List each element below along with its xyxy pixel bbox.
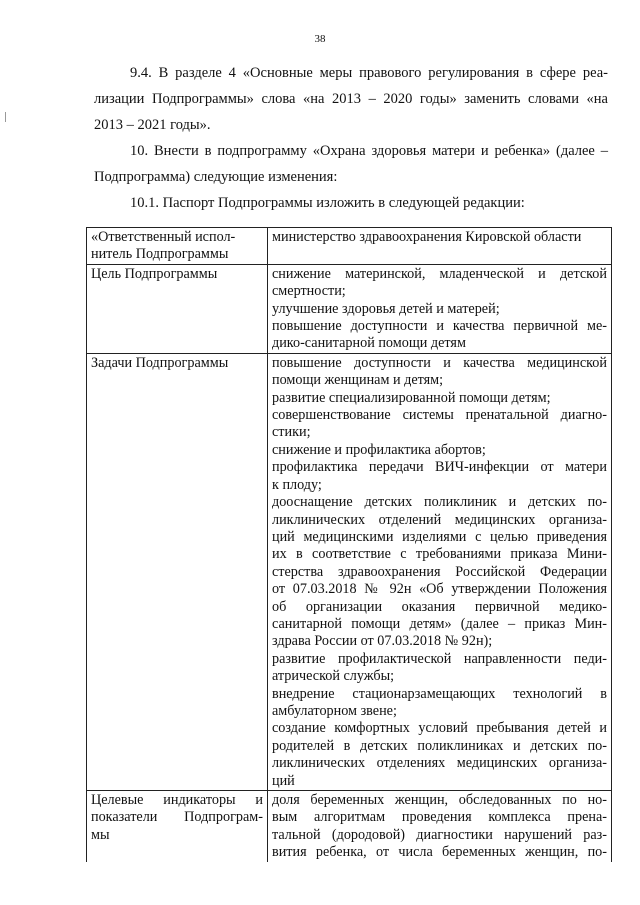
row-content-line: дооснащение детских поликлиник и детских по- bbox=[272, 494, 607, 511]
table-row bbox=[87, 228, 612, 265]
row-label-cell bbox=[87, 353, 268, 790]
row-content-line: стерства здравоохранения Российской Федерации bbox=[272, 563, 607, 580]
row-label-cell bbox=[87, 228, 268, 265]
paragraph-10-1 bbox=[94, 190, 608, 216]
row-content-line: внедрение стационарзамещающих технологий в bbox=[272, 685, 607, 702]
table-row bbox=[87, 264, 612, 353]
row-content-line: ций медицинскими изделиями с целью приведения bbox=[272, 528, 607, 545]
row-content-line: ликлинических отделений медицинских организа- bbox=[272, 511, 607, 528]
row-content-line: повышение доступности и качества первичной ме- bbox=[272, 318, 607, 335]
margin-mark bbox=[5, 112, 6, 122]
row-content-line: развитие профилактической направленности педи- bbox=[272, 650, 607, 667]
row-content-line: к плоду; bbox=[272, 476, 322, 493]
row-content-line: санитарной помощи детям» (далее – приказ Мин- bbox=[272, 615, 607, 632]
row-content-cell bbox=[268, 264, 612, 353]
text-line: лизации Подпрограммы» слова «на 2013 – 2020 годы» заменить словами «на bbox=[94, 91, 608, 107]
row-label-line: показатели Подпрограм- bbox=[91, 809, 263, 826]
row-content-line: создание комфортных условий пребывания детей и bbox=[272, 720, 607, 737]
row-label-line: Задачи Подпрограммы bbox=[91, 354, 229, 371]
text-line: Подпрограмма) следующие изменения: bbox=[94, 169, 338, 185]
text-line: 10.1. Паспорт Подпрограммы изложить в следующей редакции: bbox=[130, 195, 525, 211]
row-content-line: совершенствование системы пренатальной диагно- bbox=[272, 407, 607, 424]
row-label-line: Цель Подпрограммы bbox=[91, 265, 218, 282]
row-content-line: снижение и профилактика абортов; bbox=[272, 441, 486, 458]
row-content-line: снижение материнской, младенческой и детской bbox=[272, 265, 607, 282]
row-content-line: здрава России от 07.03.2018 № 92н); bbox=[272, 633, 493, 650]
row-content-line: тальной (дородовой) диагностики нарушений раз- bbox=[272, 826, 607, 843]
row-label-cell bbox=[87, 791, 268, 862]
row-content-line: улучшение здоровья детей и матерей; bbox=[272, 300, 500, 317]
row-content-line: стики; bbox=[272, 424, 311, 441]
row-label-cell bbox=[87, 264, 268, 353]
row-content-line: родителей в детских поликлиниках и детских по- bbox=[272, 737, 607, 754]
text-line: 9.4. В разделе 4 «Основные меры правового регулирования в сфере реа- bbox=[130, 65, 608, 81]
row-content-line: атрической службы; bbox=[272, 668, 395, 685]
row-content-line: доля беременных женщин, обследованных по но- bbox=[272, 792, 607, 808]
row-content-line: помощи женщинам и детям; bbox=[272, 372, 444, 389]
row-content-line: от 07.03.2018 № 92н «Об утверждении Положения bbox=[272, 581, 607, 598]
page-number: 38 bbox=[314, 33, 326, 45]
row-content-line: повышение доступности и качества медицинской bbox=[272, 354, 607, 371]
row-content-line: смертности; bbox=[272, 283, 346, 300]
row-content-line: развитие специализированной помощи детям; bbox=[272, 389, 551, 406]
row-content-line: ций bbox=[272, 772, 295, 789]
row-content-line: их в соответствие с требованиями приказа Мини- bbox=[272, 546, 607, 563]
row-content-cell bbox=[268, 228, 612, 265]
row-label-line: мы bbox=[91, 826, 110, 843]
row-label-line: нитель Подпрограммы bbox=[91, 246, 229, 263]
row-content-cell bbox=[268, 791, 612, 862]
row-label-line: «Ответственный испол- bbox=[91, 229, 236, 245]
row-content-line: профилактика передачи ВИЧ-инфекции от матери bbox=[272, 459, 607, 476]
row-content-cell bbox=[268, 353, 612, 790]
text-line: 2013 – 2021 годы». bbox=[94, 117, 211, 133]
paragraph-10 bbox=[94, 138, 608, 190]
row-content-line: вым алгоритмам проведения комплекса прена- bbox=[272, 809, 607, 826]
row-content-line: министерство здравоохранения Кировской области bbox=[272, 229, 582, 245]
table-row bbox=[87, 353, 612, 790]
row-label-line: Целевые индикаторы и bbox=[91, 792, 263, 808]
row-content-line: дико-санитарной помощи детям bbox=[272, 335, 466, 352]
passport-table bbox=[86, 227, 612, 862]
text-line: 10. Внести в подпрограмму «Охрана здоровья матери и ребенка» (далее – bbox=[130, 143, 608, 159]
row-content-line: амбулаторном звене; bbox=[272, 702, 397, 719]
table-row bbox=[87, 791, 612, 862]
row-content-line: ликлинических отделениях медицинских организа- bbox=[272, 755, 607, 772]
row-content-line: об организации оказания первичной медико- bbox=[272, 598, 607, 615]
paragraph-9-4 bbox=[94, 60, 608, 138]
row-content-line: вития ребенка, от числа беременных женщин, по- bbox=[272, 844, 607, 861]
